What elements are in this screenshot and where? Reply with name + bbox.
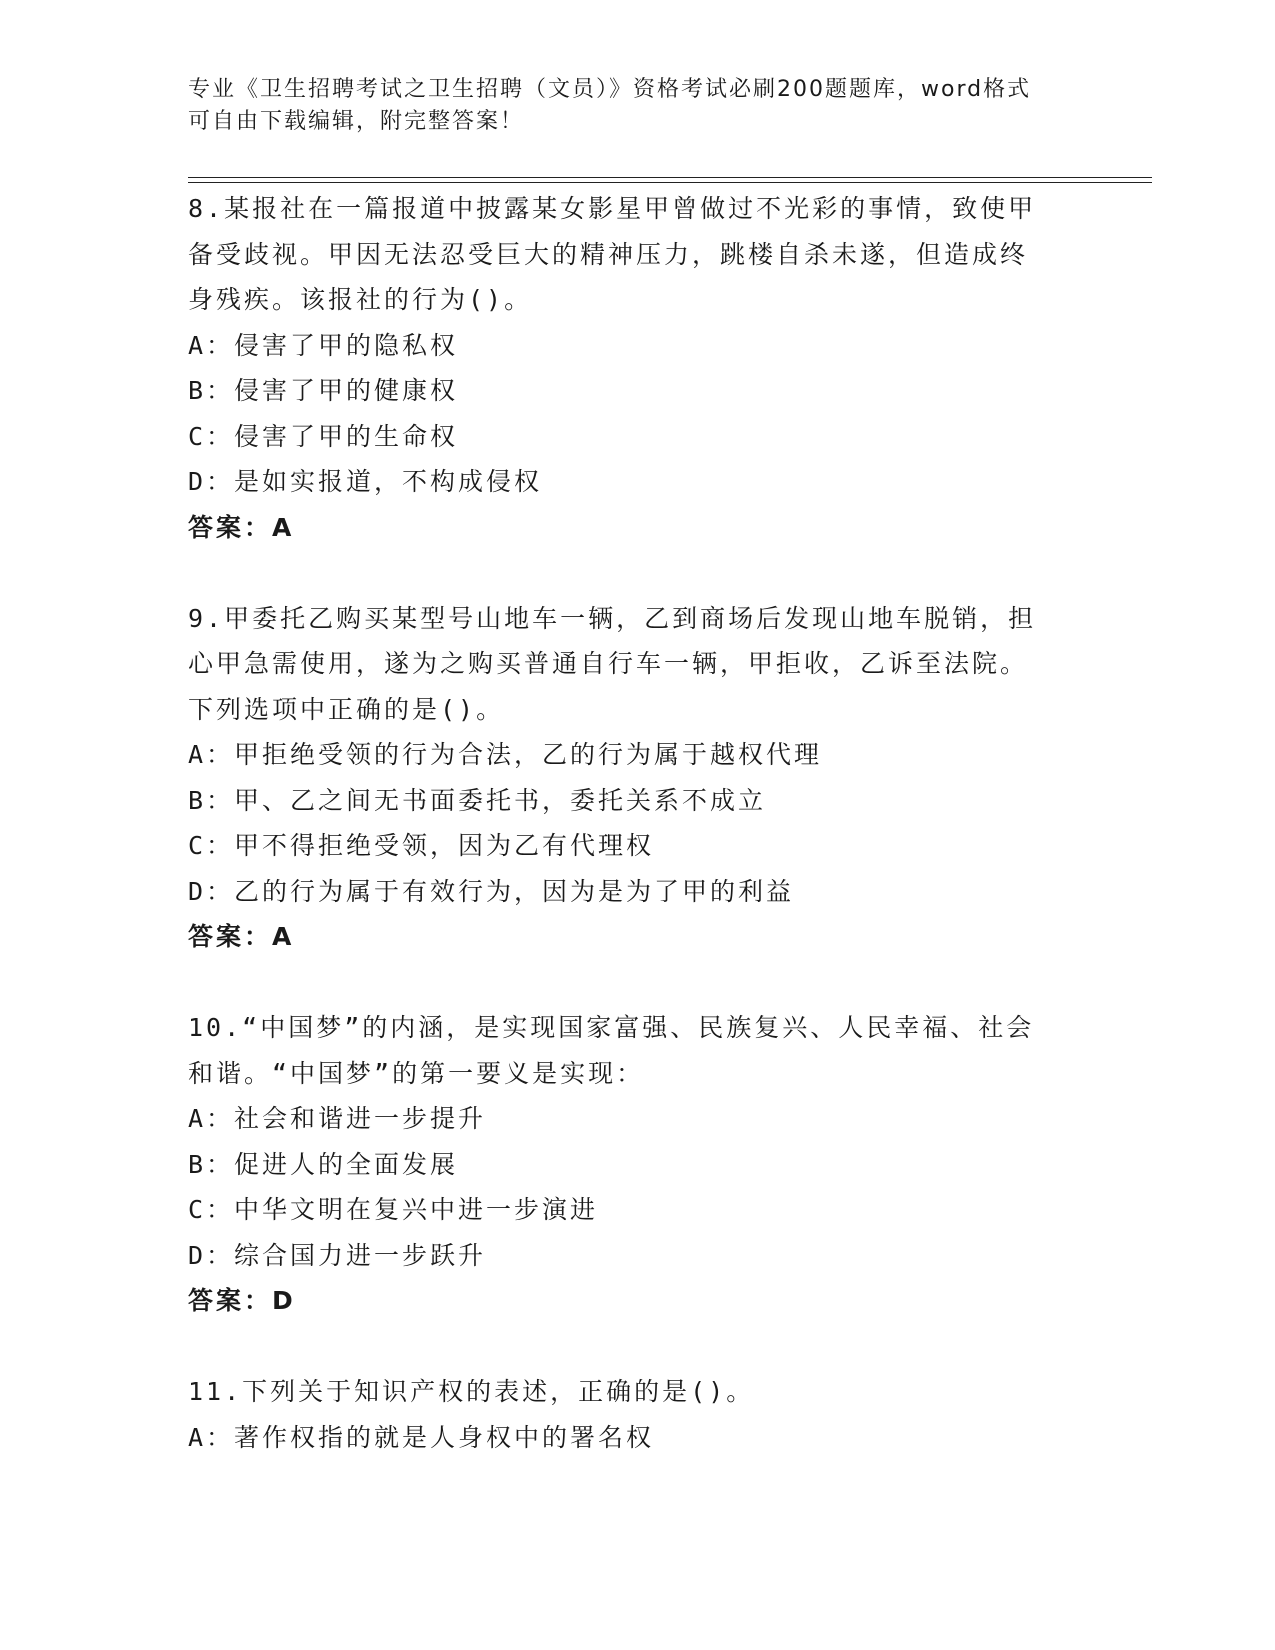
question-stem-line: 身残疾。该报社的行为()。 xyxy=(188,285,533,314)
answer-line: 答案：D xyxy=(188,1286,296,1315)
answer-line: 答案：A xyxy=(188,922,295,951)
option-a: A：侵害了甲的隐私权 xyxy=(188,330,459,360)
question-10 xyxy=(188,1005,1088,1324)
header-divider-bottom xyxy=(188,182,1152,183)
question-11 xyxy=(188,1369,1088,1460)
question-stem-line: 11.下列关于知识产权的表述，正确的是()。 xyxy=(188,1377,755,1406)
option-d: D：是如实报道，不构成侵权 xyxy=(188,467,543,496)
question-9 xyxy=(188,596,1088,960)
document-header xyxy=(188,74,1068,138)
option-a: A：著作权指的就是人身权中的署名权 xyxy=(188,1422,655,1452)
option-b: B：促进人的全面发展 xyxy=(188,1149,459,1179)
question-list xyxy=(188,186,1088,1506)
question-stem-line: 下列选项中正确的是()。 xyxy=(188,694,505,724)
question-stem-line: 心甲急需使用，遂为之购买普通自行车一辆，甲拒收，乙诉至法院。 xyxy=(188,649,1029,678)
option-c: C：甲不得拒绝受领，因为乙有代理权 xyxy=(188,831,655,860)
header-line-1: 专业《卫生招聘考试之卫生招聘（文员）》资格考试必刷200题题库，word格式 xyxy=(188,77,1032,102)
option-a: A：甲拒绝受领的行为合法，乙的行为属于越权代理 xyxy=(188,740,823,769)
question-8 xyxy=(188,186,1088,550)
option-d: D：乙的行为属于有效行为，因为是为了甲的利益 xyxy=(188,876,795,906)
question-stem-line: 10.“中国梦”的内涵，是实现国家富强、民族复兴、人民幸福、社会 xyxy=(188,1013,1035,1042)
answer-line: 答案：A xyxy=(188,512,295,542)
option-c: C：中华文明在复兴中进一步演进 xyxy=(188,1195,599,1224)
option-b: B：侵害了甲的健康权 xyxy=(188,376,459,405)
option-b: B：甲、乙之间无书面委托书，委托关系不成立 xyxy=(188,785,767,815)
option-c: C：侵害了甲的生命权 xyxy=(188,421,459,451)
option-a: A：社会和谐进一步提升 xyxy=(188,1104,487,1133)
question-stem-line: 备受歧视。甲因无法忍受巨大的精神压力，跳楼自杀未遂，但造成终 xyxy=(188,239,1029,269)
header-line-2: 可自由下载编辑，附完整答案！ xyxy=(188,109,525,134)
option-d: D：综合国力进一步跃升 xyxy=(188,1240,487,1270)
question-stem-line: 和谐。“中国梦”的第一要义是实现： xyxy=(188,1058,645,1088)
question-stem-line: 8.某报社在一篇报道中披露某女影星甲曾做过不光彩的事情，致使甲 xyxy=(188,194,1037,223)
question-stem-line: 9.甲委托乙购买某型号山地车一辆，乙到商场后发现山地车脱销，担 xyxy=(188,603,1037,633)
header-divider-top xyxy=(188,177,1152,178)
